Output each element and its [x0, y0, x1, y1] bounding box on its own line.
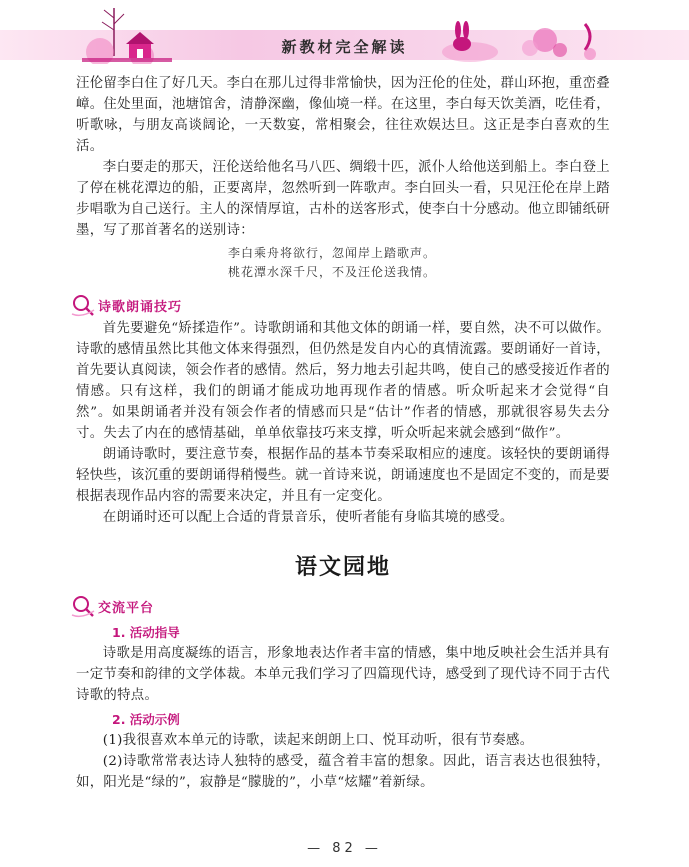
tips-paragraph-3: 在朗诵时还可以配上合适的背景音乐，使听者能有身临其境的感受。: [102, 510, 514, 525]
poem-line-2: 桃花潭水深千尺，不及汪伦送我情。: [228, 265, 437, 279]
exchange-section-heading: [76, 593, 610, 619]
poem: [228, 244, 610, 282]
rabbit-decoration-icon: [440, 18, 610, 64]
magnifier-icon: [70, 292, 96, 318]
tips-paragraph-2: 朗诵诗歌时，要注意节奏，根据作品的基本节奏采取相应的速度。该轻快的要朗诵得轻快些，该沉重的要朗诵得稍慢些。就一首诗来说，朗诵速度也不是固定不变的，而是要根据表现作品内容的需要来决定，并且有一定变化。: [76, 447, 610, 504]
page-number: — 82 —: [307, 841, 382, 856]
story-paragraph-1: 汪伦留李白住了好几天。李白在那儿过得非常愉快，因为汪伦的住处，群山环抱，重峦叠嶂。住处里面，池塘馆舍，清静深幽，像仙境一样。在这里，李白每天饮美酒，吃佳肴，听歌咏，与朋友高谈阔论，一天数宴，常相聚会，往往欢娱达旦。这正是李白喜欢的生活。: [76, 76, 610, 154]
tips-section-heading: [76, 292, 610, 318]
main-content: [76, 73, 610, 793]
activity-example-heading: 2. 活动示例: [112, 712, 180, 727]
magnifier-icon: [70, 593, 96, 619]
example-2: (2)诗歌常常表达诗人独特的感受，蕴含着丰富的想象。因此，语言表达也很独特，如，阳光是“绿的”，寂静是“朦胧的”，小草“炫耀”着新绿。: [76, 754, 610, 790]
story-paragraph-2: 李白要走的那天，汪伦送给他名马八匹、绸缎十匹，派仆人给他送到船上。李白登上了停在桃花潭边的船，正要离岸，忽然听到一阵歌声。李白回头一看，只见汪伦在岸上踏步唱歌为自己送行。主人的深情厚谊，古朴的送客形式，使李白十分感动。他立即铺纸研墨，写了那首著名的送别诗：: [76, 160, 610, 238]
tips-title: 诗歌朗诵技巧: [98, 299, 183, 315]
activity-guide-text: 诗歌是用高度凝练的语言，形象地表达作者丰富的情感，集中地反映社会生活并具有一定节奏和韵律的文学体裁。本单元我们学习了四篇现代诗，感受到了现代诗不同于古代诗歌的特点。: [76, 646, 610, 703]
tips-paragraph-1: 首先要避免“矫揉造作”。诗歌朗诵和其他文体的朗诵一样，要自然，决不可以做作。诗歌的感情虽然比其他文体来得强烈，但仍然是发自内心的真情流露。要朗诵好一首诗，首先要认真阅读，领会作者的感情。然后，努力地去引起共鸣，使自己的感受接近作者的情感。只有这样，我们的朗诵才能成功地再现作者的情感。听众听起来才会觉得“自然”。如果朗诵者并没有领会作者的情感而只是“估计”作者的情感，那就很容易失去分寸。失去了内在的感情基础，单单依靠技巧来支撑，听众听起来就会感到“做作”。: [76, 321, 610, 441]
activity-guide-heading: 1. 活动指导: [112, 625, 180, 640]
exchange-title: 交流平台: [98, 600, 155, 616]
example-1: (1)我很喜欢本单元的诗歌，读起来朗朗上口、悦耳动听，很有节奏感。: [102, 733, 534, 748]
garden-title: 语文园地: [294, 554, 391, 580]
poem-line-1: 李白乘舟将欲行，忽闻岸上踏歌声。: [228, 246, 437, 260]
page-header: [0, 0, 689, 72]
header-title: 新教材完全解读: [281, 38, 408, 56]
